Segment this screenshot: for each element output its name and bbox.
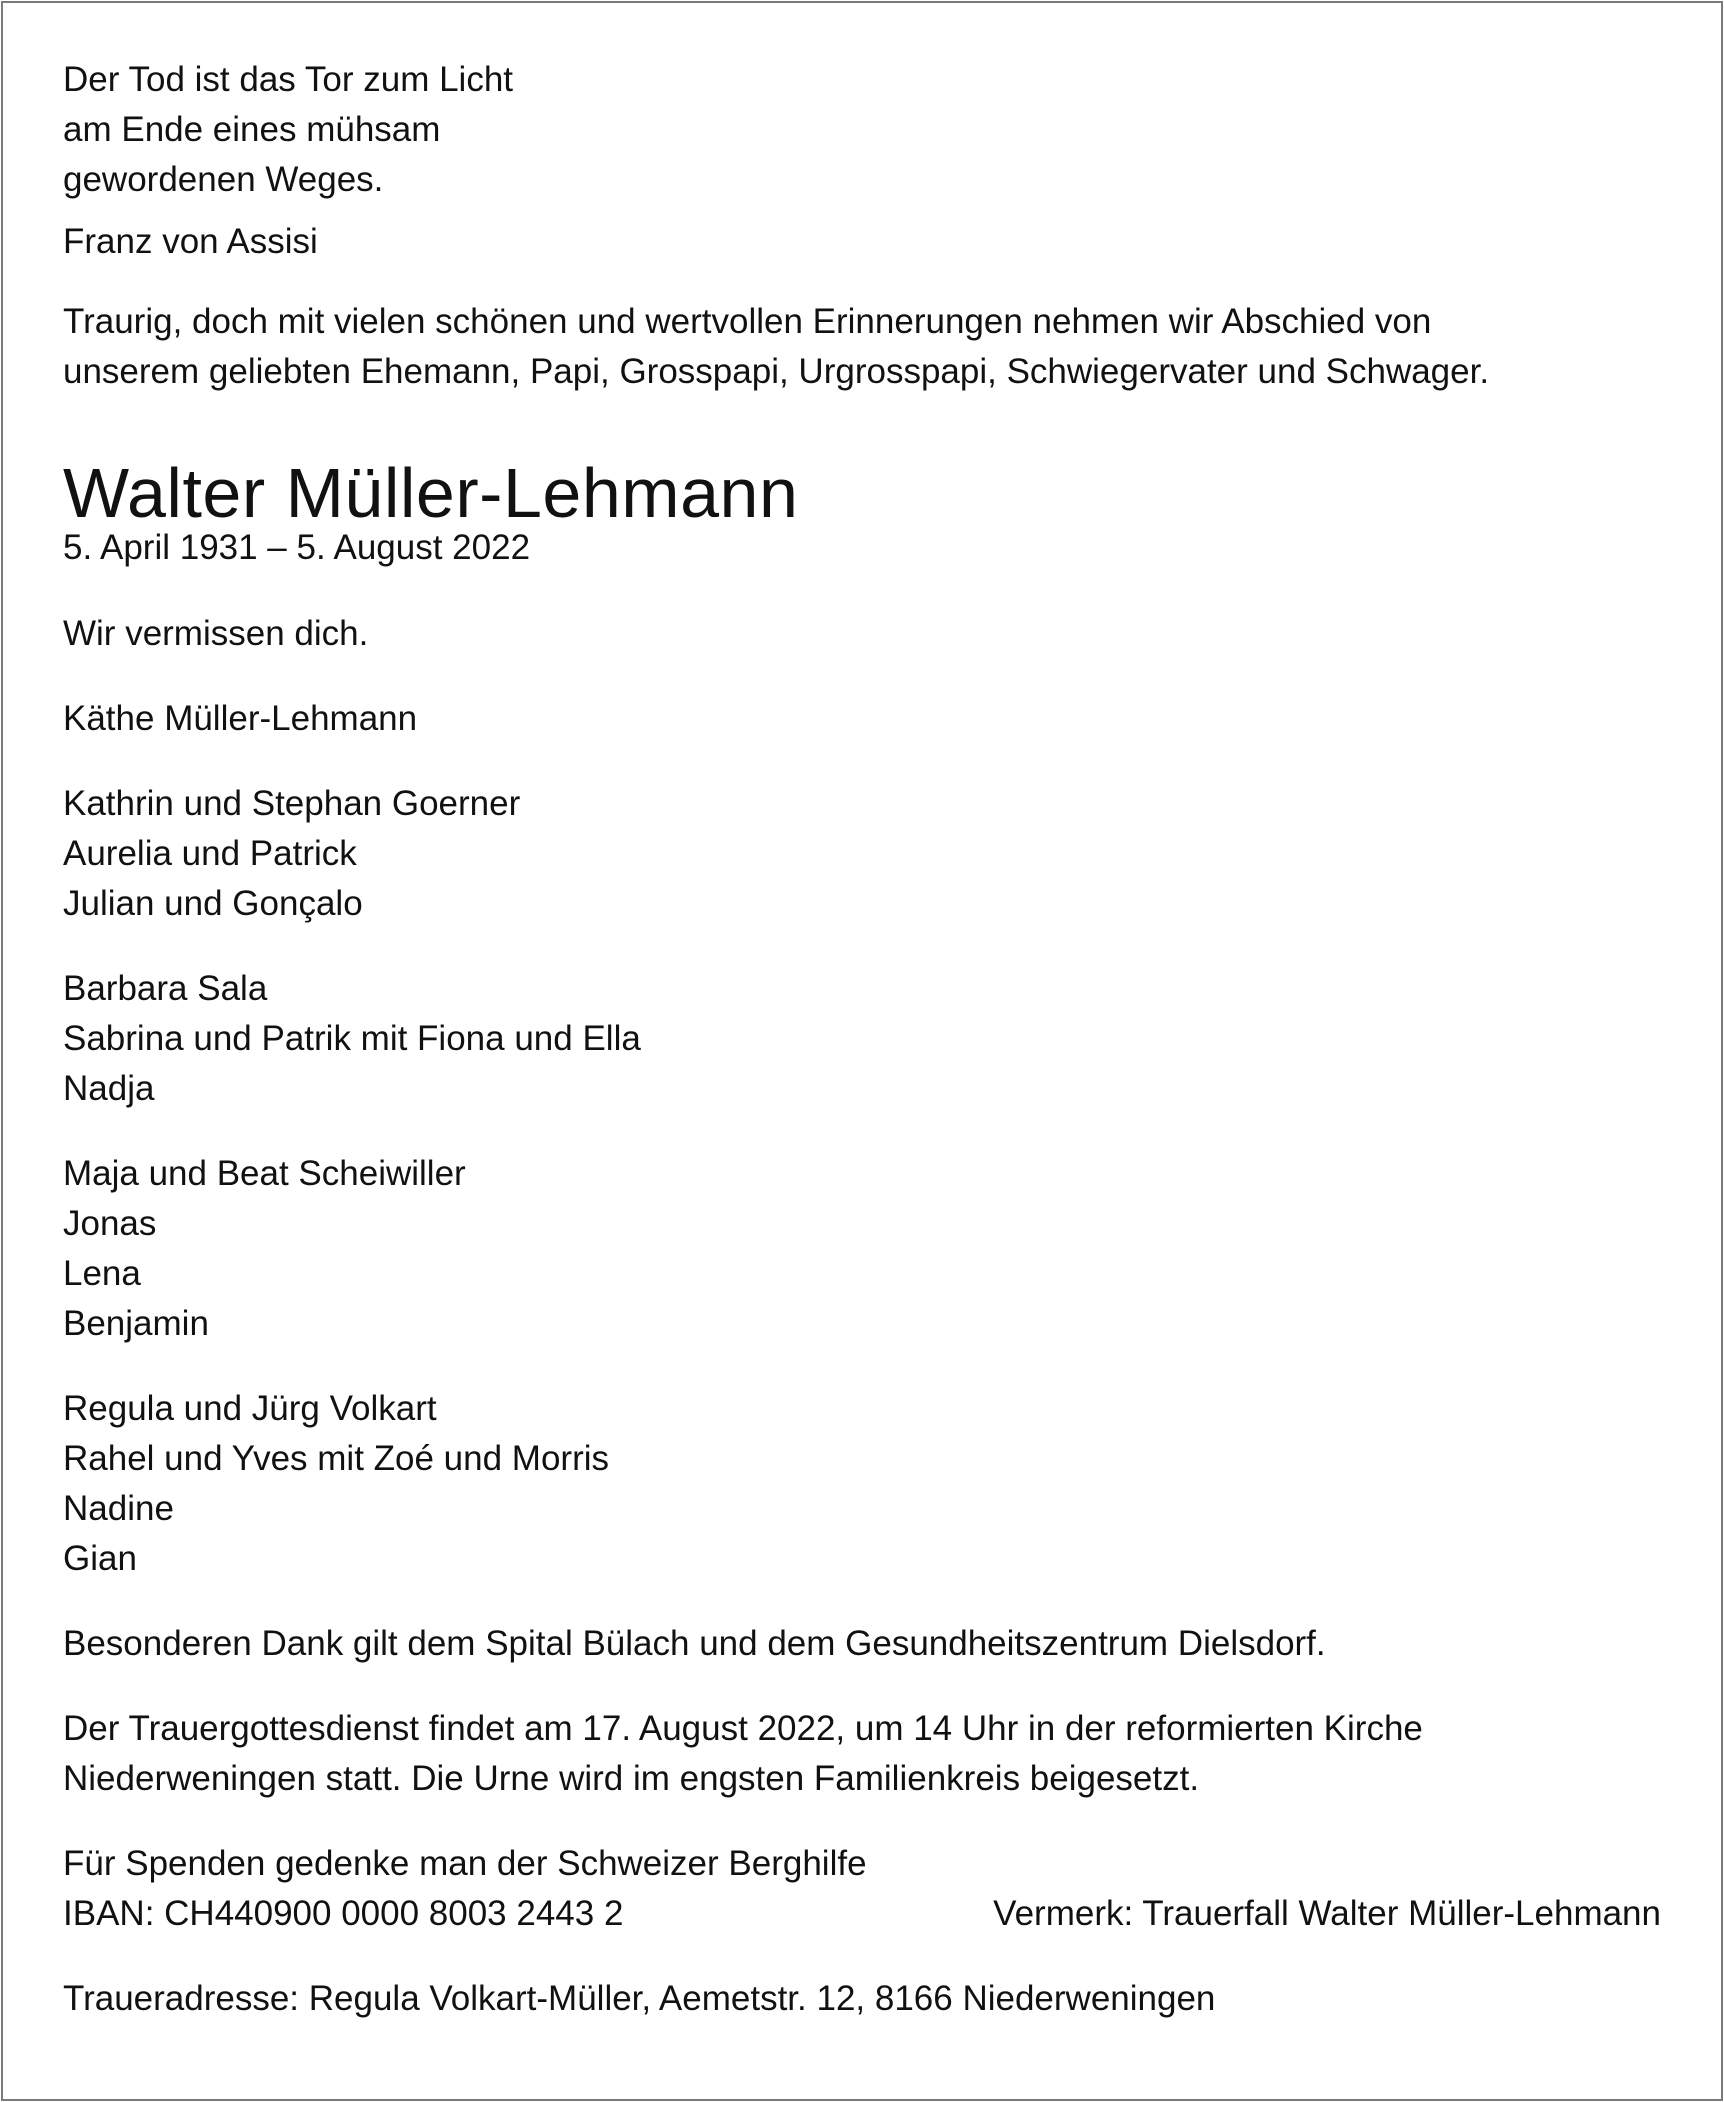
mourner-name: Nadine [63,1489,174,1528]
service-line: Der Trauergottesdienst findet am 17. August 2022, um 14 Uhr in der reformierten Kirche [63,1709,1423,1748]
mourner-name: Aurelia und Patrick [63,834,357,873]
donation-iban: IBAN: CH440900 0000 8003 2443 2 [63,1894,624,1933]
mourner-name: Julian und Gonçalo [63,884,363,923]
mourner-name: Gian [63,1539,137,1578]
family-group [63,694,1663,744]
family-group [63,964,1663,1114]
deceased-name: Walter Müller-Lehmann [63,454,799,532]
mourner-name: Lena [63,1254,141,1293]
motto-quote [63,55,1663,205]
service-line: Niederweningen statt. Die Urne wird im engsten Familienkreis beigesetzt. [63,1759,1200,1798]
mourner-name: Sabrina und Patrik mit Fiona und Ella [63,1019,641,1058]
mourner-name: Jonas [63,1204,157,1243]
motto-line: Der Tod ist das Tor zum Licht [63,60,514,99]
intro-line: unserem geliebten Ehemann, Papi, Grosspapi, Urgrosspapi, Schwiegervater und Schwager. [63,352,1490,391]
mourner-name: Maja und Beat Scheiwiller [63,1154,466,1193]
family-group [63,779,1663,929]
donation-info [63,1839,1663,1939]
intro-paragraph [63,297,1663,397]
donation-details [63,1889,1663,1939]
mourner-name: Benjamin [63,1304,209,1343]
donation-note: Vermerk: Trauerfall Walter Müller-Lehmann [993,1894,1661,1933]
farewell-message: Wir vermissen dich. [63,614,369,653]
motto-author: Franz von Assisi [63,222,318,261]
mourner-name: Käthe Müller-Lehmann [63,699,418,738]
life-dates: 5. April 1931 – 5. August 2022 [63,528,531,567]
family-group [63,1149,1663,1349]
donation-text: Für Spenden gedenke man der Schweizer Berghilfe [63,1844,867,1883]
intro-line: Traurig, doch mit vielen schönen und wertvollen Erinnerungen nehmen wir Abschied von [63,302,1432,341]
family-group [63,1384,1663,1584]
motto-line: gewordenen Weges. [63,160,384,199]
mourner-name: Nadja [63,1069,155,1108]
obituary [63,55,1663,2024]
service-info [63,1704,1663,1804]
motto-line: am Ende eines mühsam [63,110,441,149]
mourner-name: Kathrin und Stephan Goerner [63,784,521,823]
mourner-name: Rahel und Yves mit Zoé und Morris [63,1439,610,1478]
thanks-text: Besonderen Dank gilt dem Spital Bülach und dem Gesundheitszentrum Dielsdorf. [63,1624,1326,1663]
mourner-name: Barbara Sala [63,969,268,1008]
mourning-address: Traueradresse: Regula Volkart-Müller, Aemetstr. 12, 8166 Niederweningen [63,1979,1216,2018]
mourner-name: Regula und Jürg Volkart [63,1389,437,1428]
